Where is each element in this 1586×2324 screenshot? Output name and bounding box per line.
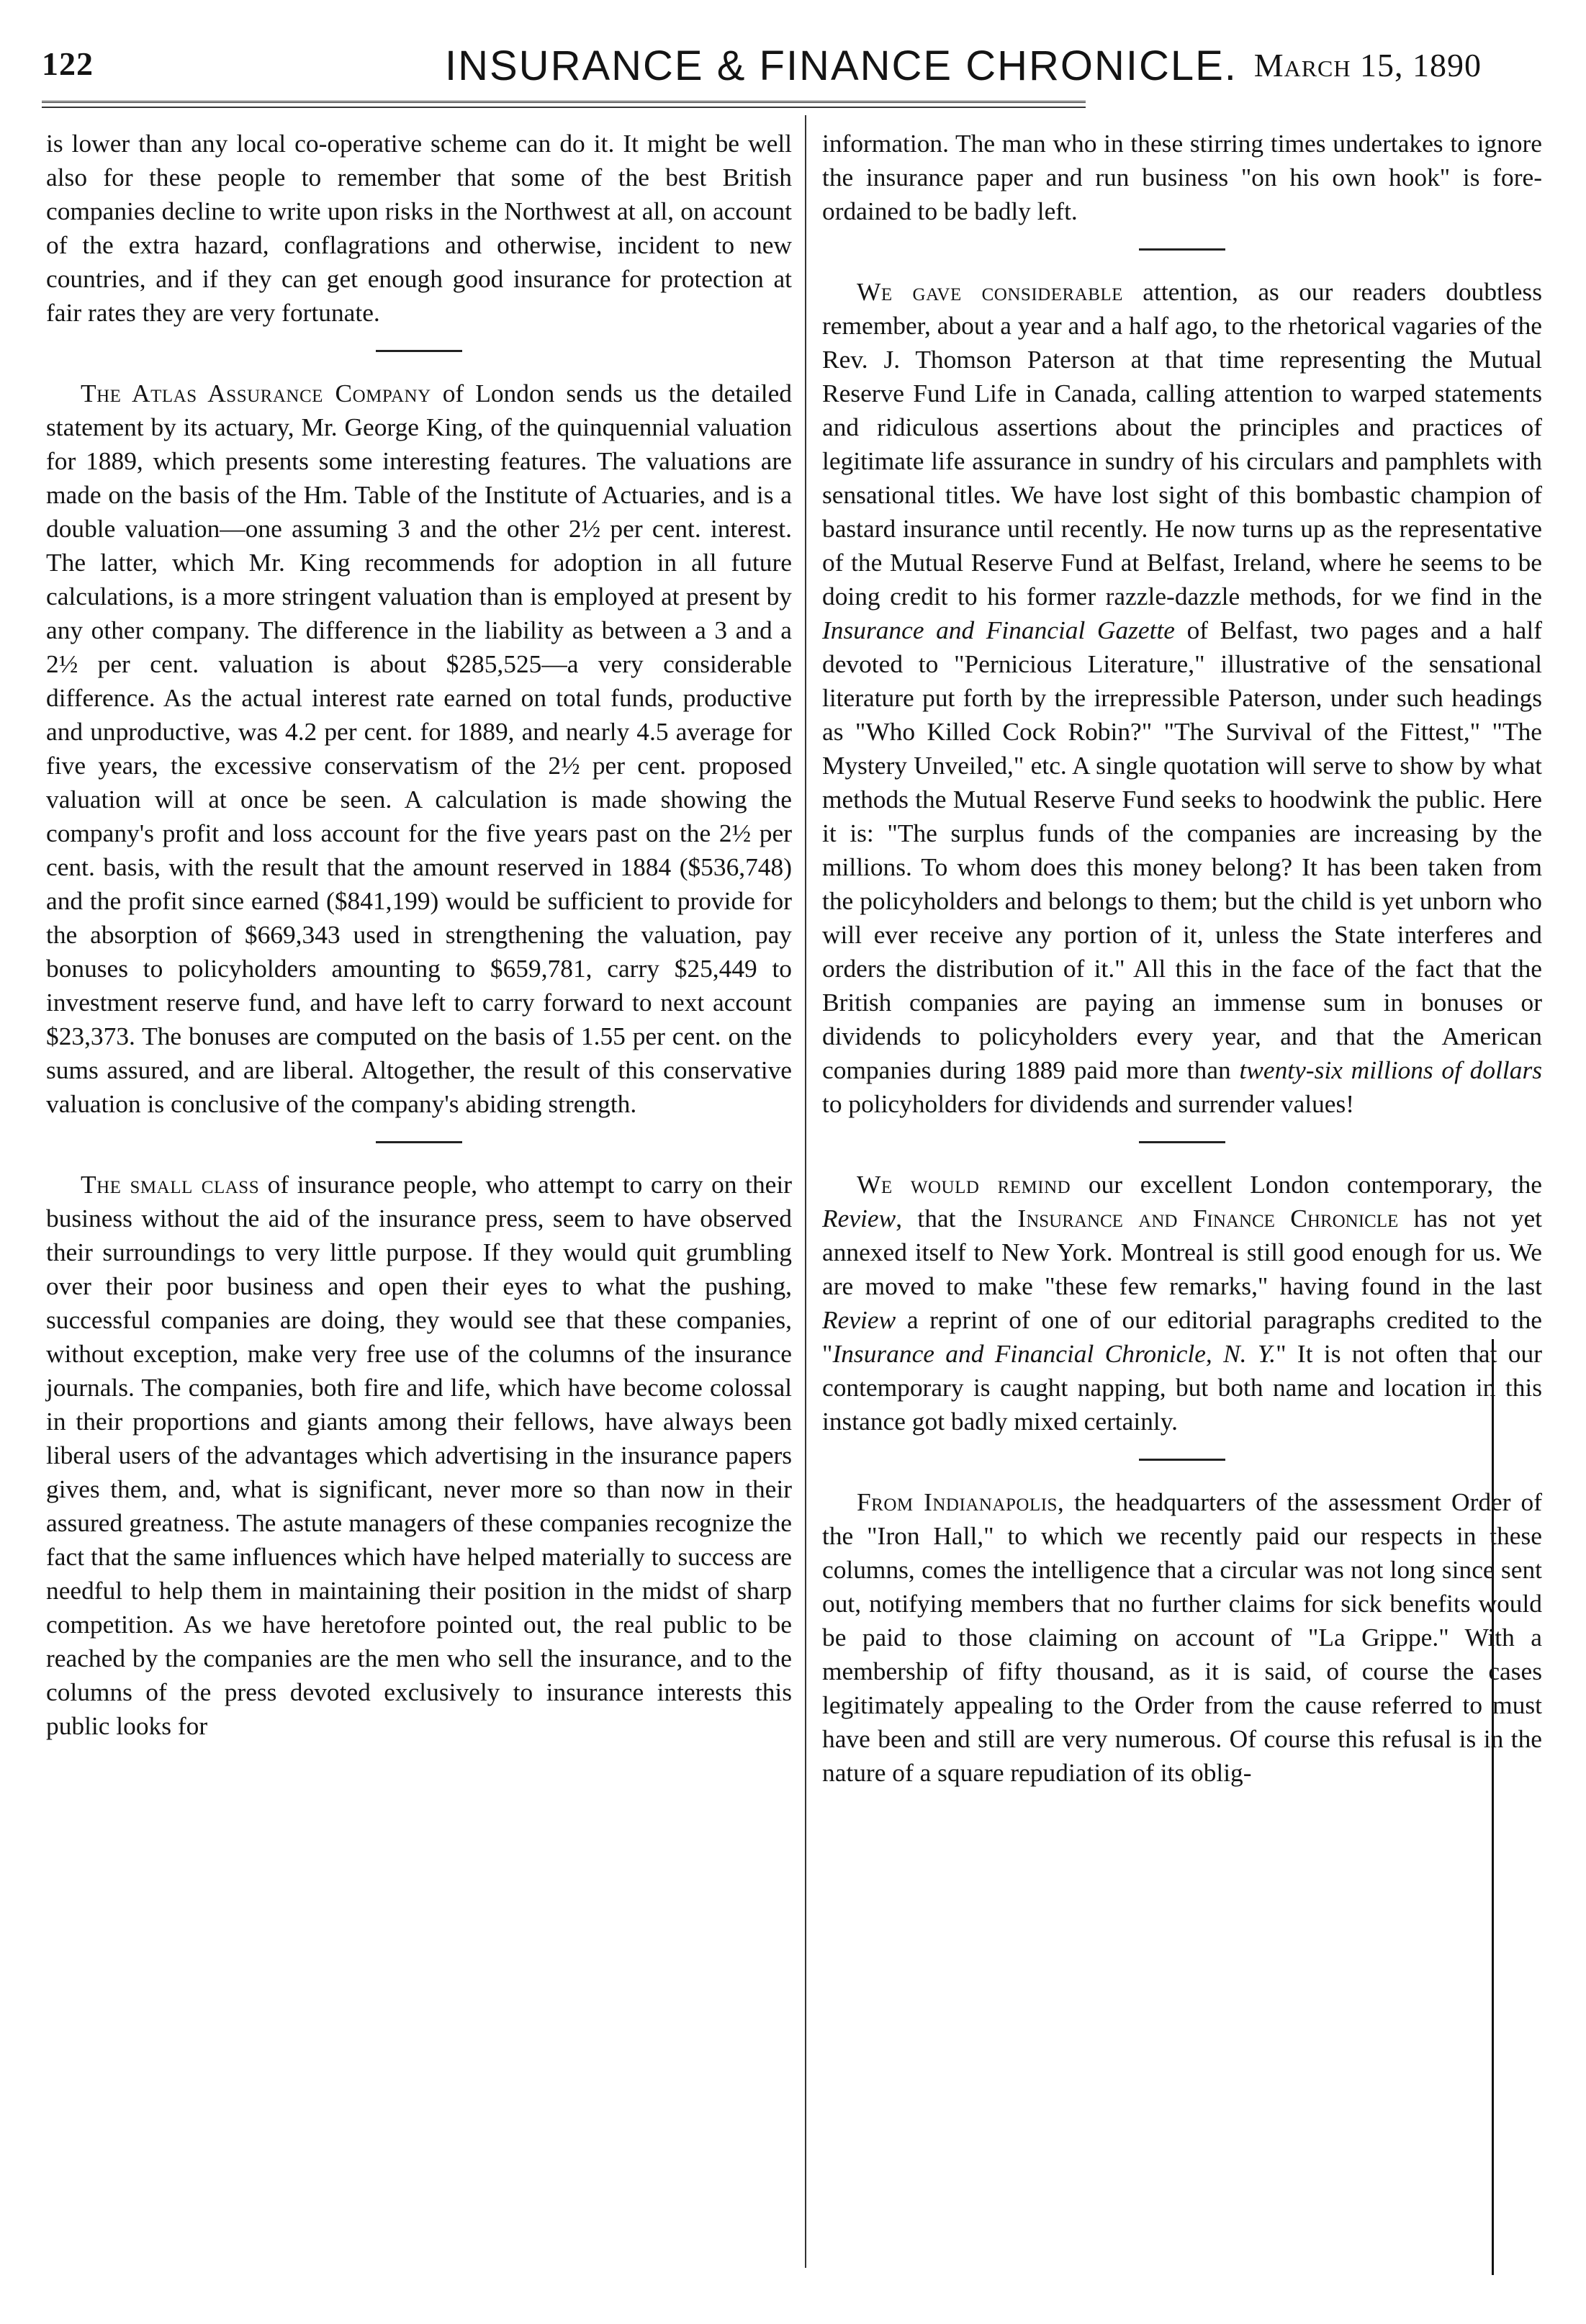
article-atlas-assurance <box>46 377 792 1121</box>
article-lead: We gave considerable <box>857 277 1123 306</box>
publication-name: Insurance and Financial Chronicle, N. Y. <box>832 1339 1276 1368</box>
article-lead: The Atlas Assurance Company <box>81 379 431 407</box>
article-separator <box>1139 248 1225 251</box>
right-column <box>822 127 1542 1790</box>
article-lead: We would remind <box>857 1170 1071 1199</box>
article-body: of Belfast, two pages and a half devoted to "Pernicious Literature," illustrative of the sensational literature put forth by the irrepressible Paterson, under such headings as "Who Killed Cock Robin?" "The Survival of the Fittest," "The Mystery Unveiled," etc. A single quotation will serve to show by what methods the Mutual Reserve Fund seeks to hoodwink the public. Here it is: "The surplus funds of the companies are increasing by the millions. To whom does this money belong? It has been taken from the policyholders and belongs to them; but the child is yet unborn who will ever receive any portion of it, unless the State interferes and orders the distribution of it." All this in the face of the fact that the British companies are paying an immense sum in bonuses or dividends to policyholders every year, and that the American companies during 1889 paid more than <box>822 616 1543 1084</box>
article-separator <box>376 1141 462 1143</box>
page-header <box>42 42 1482 92</box>
journal-title: INSURANCE & FINANCE CHRONICLE. <box>445 42 1238 89</box>
article-body: , that the <box>896 1204 1018 1233</box>
publication-name: Insurance and Financial Gazette <box>822 616 1176 644</box>
article-separator <box>376 350 462 352</box>
article-body: of insurance people, who attempt to carry on their business without the aid of the insurance press, seem to have observed their surroundings to very little purpose. If they would quit grumbling over their poor business and open their eyes to what the pushing, successful companies are doing, they would see that these companies, without exception, make very free use of the columns of the insurance journals. The companies, both fire and life, which have become colossal in their proportions and giants among their fellows, have always been liberal users of the advantages which advertising in the insurance papers gives them, and, what is significant, never more so than now in their assured greatness. The astute managers of these companies recognize the fact that the same influences which have helped materially to success are needful to help them in maintaining their position in the midst of sharp competition. As we have heretofore pointed out, the real public to be reached by the companies are the men who sell the insurance, and to the columns of the press devoted exclusively to insurance interests this public looks for <box>46 1170 792 1740</box>
column-divider <box>805 115 806 2268</box>
article-body: of London sends us the detailed statement by its actuary, Mr. George King, of the quinquennial valuation for 1889, which presents some interesting features. The valuations are made on the basis of the Hm. Table of the Institute of Actuaries, and is a double valuation—one assuming 3 and the other 2½ per cent. interest. The latter, which Mr. King recommends for adoption in all future calculations, is a more stringent valuation than is employed at present by any other company. The difference in the liability as between a 3 and a 2½ per cent. valuation is about $285,525—a very considerable difference. As the actual interest rate earned on total funds, productive and unproductive, was 4.2 per cent. for 1889, and nearly 4.5 average for five years, the excessive conservatism of the 2½ per cent. proposed valuation will at once be seen. A calculation is made showing the company's profit and loss account for the five years past on the 2½ per cent. basis, with the result that the amount reserved in 1884 ($536,748) and the profit since earned ($841,199) would be sufficient to provide for the absorption of $669,343 used in strengthening the valuation, pay bonuses to policyholders amounting to $659,781, carry $25,449 to investment reserve fund, and have left to carry forward to next account $23,373. The bonuses are computed on the basis of 1.55 per cent. on the sums assured, and are liberal. Altogether, the result of this conservative valuation is conclusive of the company's abiding strength. <box>46 379 792 1118</box>
page-number: 122 <box>42 45 94 82</box>
article-lead: From Indianapolis, <box>857 1487 1065 1516</box>
article-body: a reprint of one of our editorial paragraphs credited to the " <box>822 1305 1542 1368</box>
article-body: to policyholders for dividends and surrender values! <box>822 1089 1355 1118</box>
article-body: has not yet annexed itself to New York. Montreal is still good enough for us. We are moved to make "these few remarks," having found in the last <box>822 1204 1542 1300</box>
article-separator <box>1139 1141 1225 1143</box>
issue-date: March 15, 1890 <box>1253 47 1482 84</box>
article-body: " It is not often that our contemporary is caught napping, but both name and location in this instance got badly mixed certainly. <box>822 1339 1542 1436</box>
header-rule-secondary <box>42 107 1086 108</box>
left-column <box>46 127 792 1743</box>
article-body: attention, as our readers doubtless remember, about a year and a half ago, to the rhetorical vagaries of the Rev. J. Thomson Paterson at that time representing the Mutual Reserve Fund Life in Canada, calling attention to warped statements and ridiculous assertions about the principles and practices of legitimate life assurance in sundry of his circulars and pamphlets with sensational titles. We have lost sight of this bombastic champion of bastard insurance until recently. He now turns up as the representative of the Mutual Reserve Fund at Belfast, Ireland, where he seems to be doing credit to his former razzle-dazzle methods, for we find in the <box>822 277 1542 611</box>
article-paragraph-continued: information. The man who in these stirring times undertakes to ignore the insurance paper and run business "on his own hook" is fore-ordained to be badly left. <box>822 129 1542 225</box>
article-iron-hall <box>822 1485 1542 1790</box>
publication-name: Review <box>822 1204 896 1233</box>
header-rule <box>42 101 1086 103</box>
article-paragraph-continued: is lower than any local co-operative scheme can do it. It might be well also for these people to remember that some of the best British companies decline to write upon risks in the Northwest at all, on account of the extra hazard, conflagrations and otherwise, incident to new countries, and if they can get enough good insurance for protection at fair rates they are very fortunate. <box>46 129 792 327</box>
publication-name: Insurance and Finance Chronicle <box>1017 1204 1399 1233</box>
emphasis-text: twenty-six millions of dollars <box>1239 1055 1542 1084</box>
article-body: the headquarters of the assessment Order of the "Iron Hall," to which we recently paid our respects in these columns, comes the intelligence that a circular was not long since sent out, notifying members that no further claims for sick benefits would be paid to those claiming on account of "La Grippe." With a membership of fifty thousand, as it is said, of course the cases legitimately appealing to the Order from the cause referred to must have been and still are very numerous. Of course this refusal is in the nature of a square repudiation of its oblig- <box>822 1487 1542 1787</box>
article-body: our excellent London contemporary, the <box>1071 1170 1543 1199</box>
article-lead: The small class <box>81 1170 260 1199</box>
article-small-class <box>46 1168 792 1743</box>
publication-name: Review <box>822 1305 896 1334</box>
article-london-review <box>822 1168 1542 1438</box>
article-separator <box>1139 1459 1225 1461</box>
article-paterson <box>822 275 1542 1121</box>
